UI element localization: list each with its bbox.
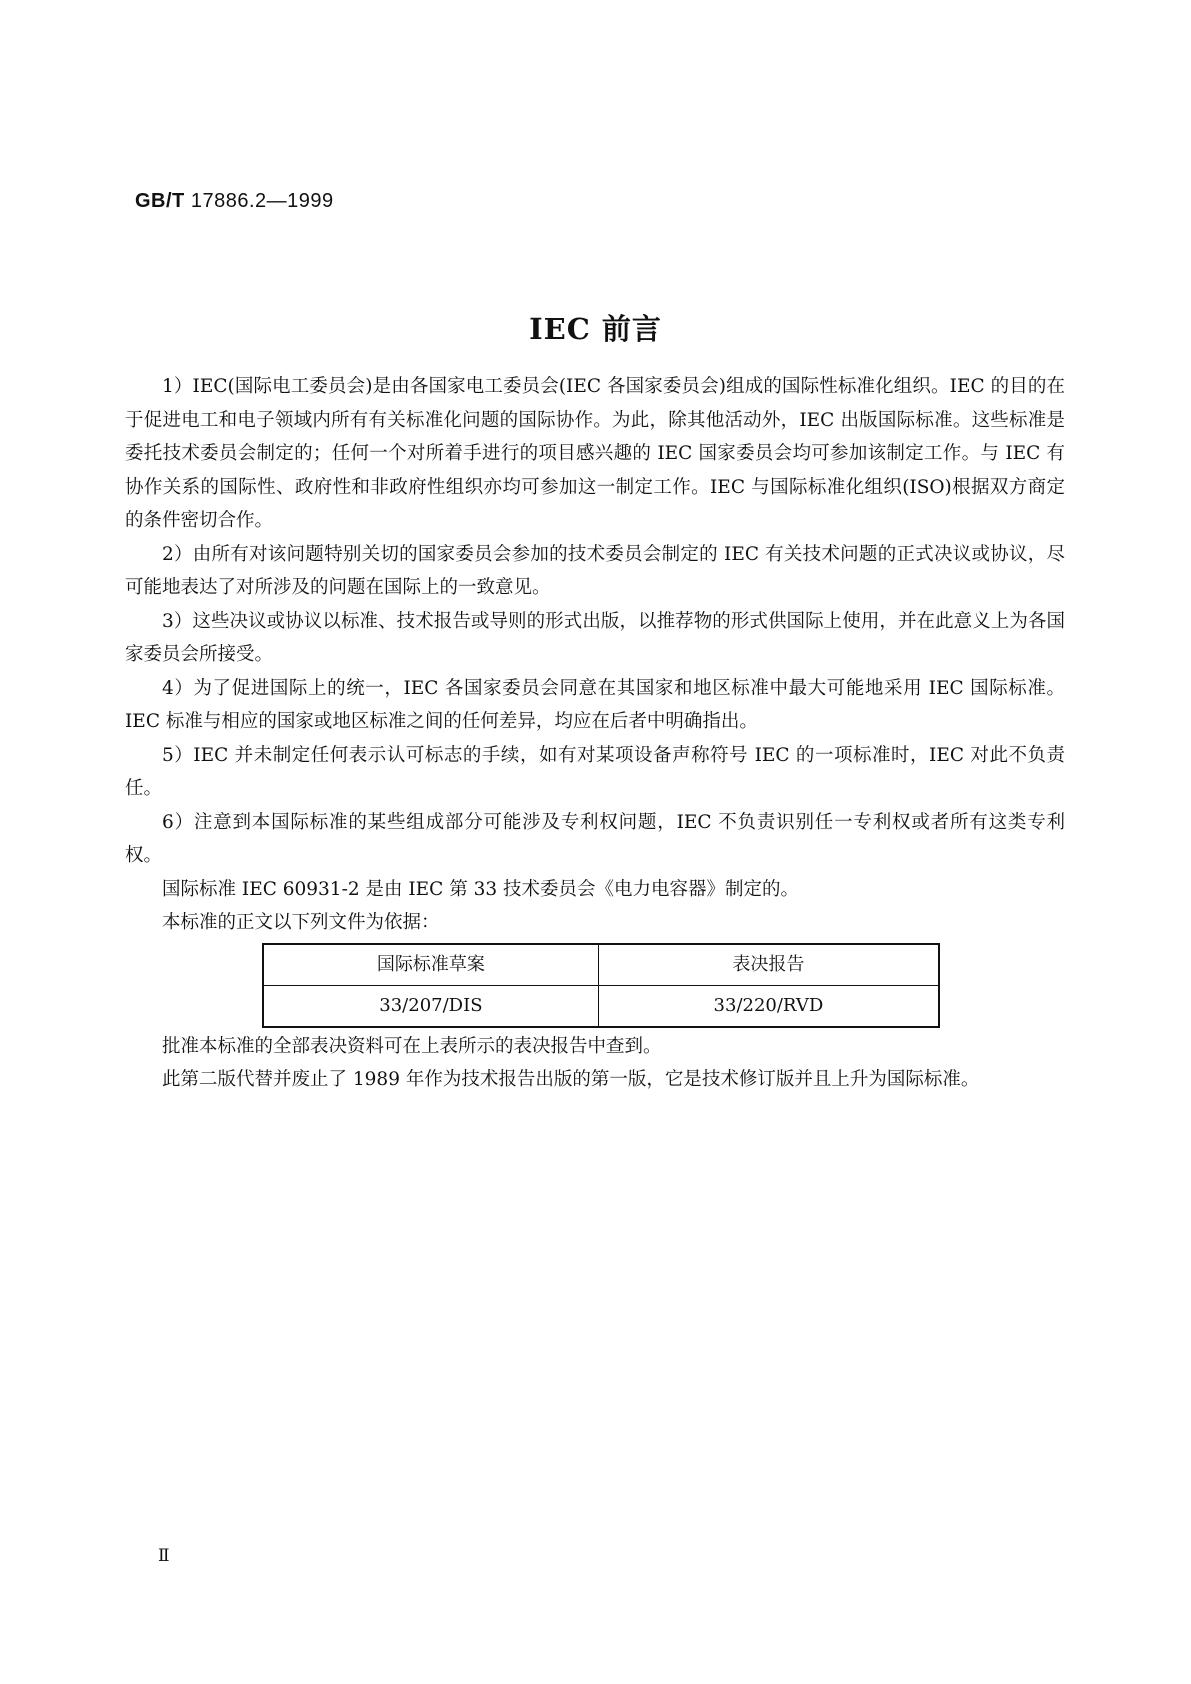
paragraph-4: 4）为了促进国际上的统一，IEC 各国家委员会同意在其国家和地区标准中最大可能地采用 IEC 国际标准。IEC 标准与相应的国家或地区标准之间的任何差异，均应在后者中明确指出。 (125, 677, 1065, 732)
table-row (263, 985, 939, 1027)
body-text (125, 370, 1065, 1097)
paragraph-origin: 国际标准 IEC 60931-2 是由 IEC 第 33 技术委员会《电力电容器》制定的。 (162, 878, 800, 900)
standard-code-prefix: GB/T (135, 190, 185, 212)
paragraph-approval: 批准本标准的全部表决资料可在上表所示的表决报告中查到。 (162, 1035, 662, 1057)
closing-text (125, 1030, 1065, 1097)
table-cell-draft: 33/207/DIS (263, 985, 598, 1027)
table-header-row (263, 944, 939, 986)
paragraph-edition: 此第二版代替并废止了 1989 年作为技术报告出版的第一版，它是技术修订版并且上升为国际标准。 (162, 1069, 980, 1090)
paragraph-2: 2）由所有对该问题特别关切的国家委员会参加的技术委员会制定的 IEC 有关技术问题的正式决议或协议，尽可能地表达了对所涉及的问题在国际上的一致意见。 (125, 543, 1065, 598)
paragraph-basis: 本标准的正文以下列文件为依据： (162, 912, 440, 933)
paragraph-5: 5）IEC 并未制定任何表示认可标志的手续，如有对某项设备声称符号 IEC 的一项标准时，IEC 对此不负责任。 (125, 744, 1065, 799)
table-cell-report: 33/220/RVD (598, 985, 939, 1027)
standard-code-number: 17886.2—1999 (190, 190, 334, 212)
paragraph-6: 6）注意到本国际标准的某些组成部分可能涉及专利权问题，IEC 不负责识别任一专利权或者所有这类专利权。 (125, 811, 1065, 866)
page-number: Ⅱ (158, 1546, 170, 1566)
table-header-draft: 国际标准草案 (263, 944, 598, 986)
voting-documents-table (262, 943, 940, 1028)
table-header-report: 表决报告 (598, 944, 939, 986)
page-title: IEC 前言 (529, 312, 662, 346)
standard-code (135, 190, 334, 213)
paragraph-3: 3）这些决议或协议以标准、技术报告或导则的形式出版，以推荐物的形式供国际上使用，并在此意义上为各国家委员会所接受。 (125, 610, 1065, 665)
paragraph-1: 1）IEC(国际电工委员会)是由各国家电工委员会(IEC 各国家委员会)组成的国际性标准化组织。IEC 的目的在于促进电工和电子领域内所有有关标准化问题的国际协作。为此，除其他活动外，IEC 出版国际标准。这些标准是委托技术委员会制定的；任何一个对所着手进行的项目感兴趣的 IEC 国家委员会均可参加该制定工作。与 IEC 有协作关系的国际性、政府性和非政府性组织亦均可参加这一制定工作。IEC 与国际标准化组织(ISO)根据双方商定的条件密切合作。 (125, 376, 1065, 531)
